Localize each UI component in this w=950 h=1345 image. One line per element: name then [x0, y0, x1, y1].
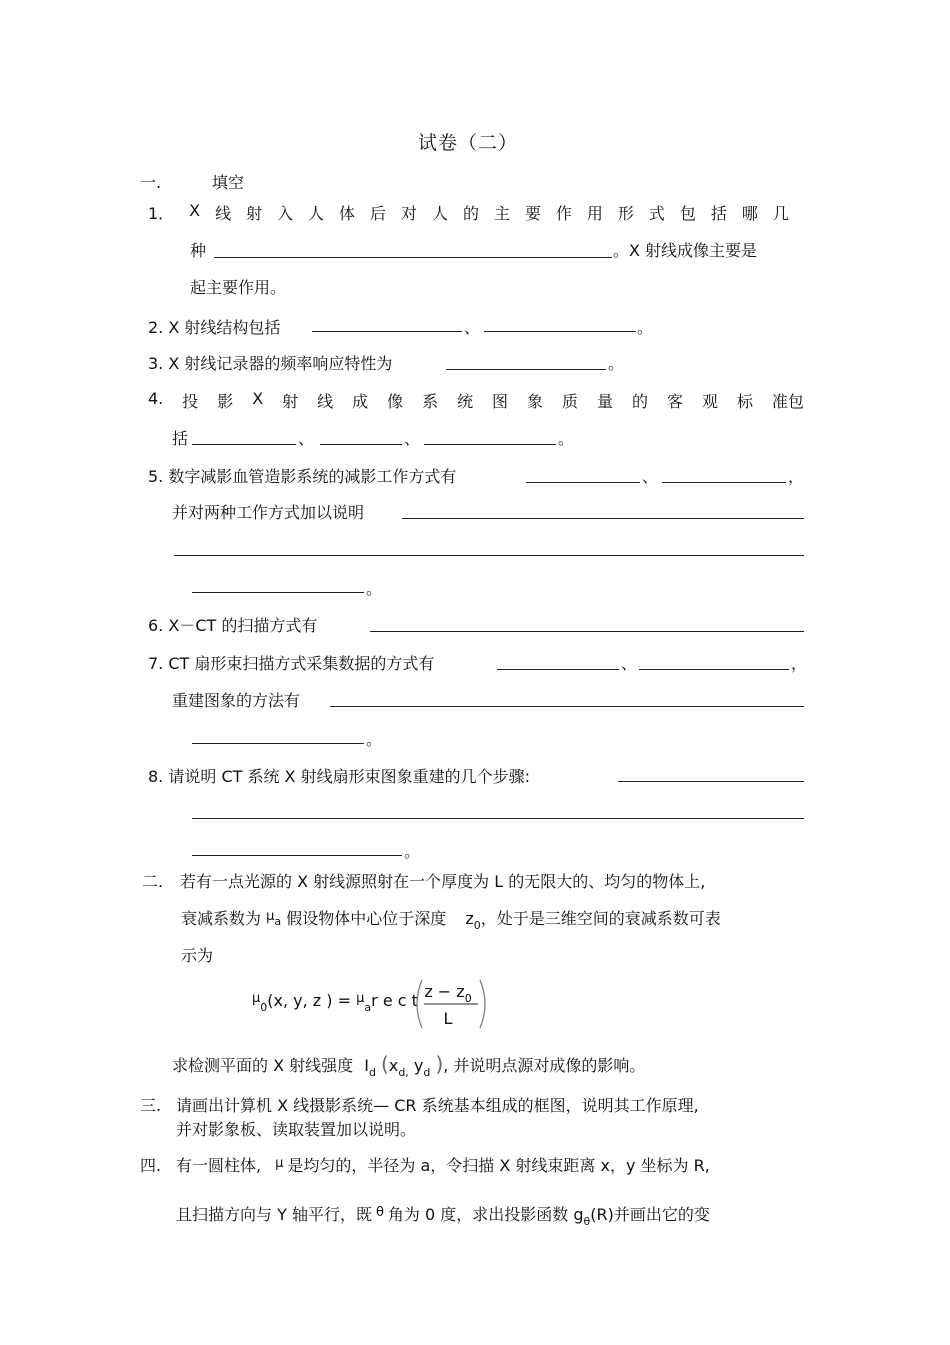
q1-line2-end: 。X 射线成像主要是 [613, 241, 758, 260]
q7-line2: 重建图象的方法有 [172, 691, 301, 710]
q3-blank-1[interactable] [446, 369, 606, 370]
q5-comma: ， [788, 467, 805, 486]
q3-end: 。 [608, 354, 625, 373]
q5-end: 。 [366, 579, 383, 598]
q4-line2: 括 [172, 429, 189, 448]
section-2-line3: 示为 [181, 946, 214, 965]
mu-a-symbol: μa [266, 909, 282, 928]
q7-end: 。 [366, 730, 383, 749]
q8-blank-2[interactable] [192, 818, 804, 819]
q8-text: 8. 请说明 CT 系统 X 射线扇形束图象重建的几个步骤: [148, 767, 530, 786]
q2-separator: 、 [464, 318, 481, 337]
q8-blank-3[interactable] [192, 855, 402, 856]
section-2-line1: 若有一点光源的 X 射线源照射在一个厚度为 L 的无限大的、均匀的物体上, [180, 872, 706, 891]
q7-blank-1[interactable] [497, 669, 619, 670]
q7-comma: ， [791, 654, 808, 673]
q5-blank-1[interactable] [526, 482, 640, 483]
q4-sep-1: 、 [298, 429, 315, 448]
q5-text: 5. 数字减影血管造影系统的减影工作方式有 [148, 467, 457, 486]
q1-blank-1[interactable] [214, 257, 612, 258]
section-3-number: 三. [140, 1096, 162, 1115]
q2-blank-2[interactable] [484, 331, 636, 332]
q5-blank-5[interactable] [192, 592, 364, 593]
q5-line2: 并对两种工作方式加以说明 [172, 503, 365, 522]
q1-line3: 起主要作用。 [190, 278, 287, 297]
q7-blank-2[interactable] [639, 669, 789, 670]
section-3-line2: 并对影象板、读取装置加以说明。 [176, 1120, 417, 1139]
q7-sep: 、 [621, 654, 638, 673]
section-3-line1: 请画出计算机 X 线摄影系统— CR 系统基本组成的框图，说明其工作原理, [176, 1096, 699, 1115]
section-1-title: 填空 [212, 173, 245, 192]
formula-numerator: $z - z_0$ [424, 982, 472, 1005]
section-1-number: 一. [140, 173, 162, 192]
q4-blank-3[interactable] [424, 444, 556, 445]
q8-blank-1[interactable] [618, 781, 804, 782]
formula-lhs: $^\mu_0$(x, y, z ) = $^\mu_a$r e c t [252, 991, 418, 1014]
formula-denominator: L [443, 1009, 453, 1028]
q6-text: 6. X－CT 的扫描方式有 [148, 616, 318, 635]
q7-blank-4[interactable] [192, 743, 364, 744]
q4-sep-2: 、 [404, 429, 421, 448]
q2-blank-1[interactable] [312, 331, 462, 332]
q6-blank-1[interactable] [370, 631, 804, 632]
q4-line1: 4. 投 影 X 射 线 成 像 系 统 图 象 质 量 的 客 观 标 准包 [148, 389, 804, 411]
q2-text: 2. X 射线结构包括 [148, 318, 281, 337]
q2-end: 。 [637, 318, 654, 337]
q1-line1: 1． X 线 射 入 人 体 后 对 人 的 主 要 作 用 形 式 包 括 哪 几 [148, 201, 789, 223]
q7-text: 7. CT 扇形束扫描方式采集数据的方式有 [148, 654, 435, 673]
q5-sep: 、 [642, 467, 659, 486]
q4-end: 。 [558, 429, 575, 448]
section-4-line1: 有一圆柱体, $^\mu$ 是均匀的，半径为 a，令扫描 X 射线束距离 x，y 坐标为 R, [176, 1156, 710, 1175]
q5-blank-4[interactable] [174, 555, 804, 556]
q4-blank-1[interactable] [192, 444, 296, 445]
q1-number: 1． [148, 204, 175, 223]
q5-blank-3[interactable] [402, 518, 804, 519]
q8-end: 。 [404, 842, 421, 861]
q4-blank-2[interactable] [320, 444, 402, 445]
q1-line2-start: 种 [190, 241, 207, 260]
q5-blank-2[interactable] [662, 482, 786, 483]
section-4-number: 四. [140, 1156, 162, 1175]
q7-blank-3[interactable] [330, 706, 804, 707]
q3-text: 3. X 射线记录器的频率响应特性为 [148, 354, 393, 373]
section-2-question: 求检测平面的 X 射线强度 $I_d$ ($x_{d,}$ $y_d$ ), 并说明点源对成像的影响。 [172, 1052, 646, 1079]
page-title: 试卷（二） [418, 132, 519, 154]
section-2-number: 二. [142, 872, 164, 891]
section-2-line2: 衰减系数为 $^{\mu_a}$ 假设物体中心位于深度 $z_0$，处于是三维空间的衰减系数可表 [181, 909, 721, 932]
section-4-line2: 且扫描方向与 Y 轴平行，既 $^\theta$ 角为 0 度，求出投影函数 $g_\theta(R)$并画出它的变 [176, 1205, 710, 1228]
